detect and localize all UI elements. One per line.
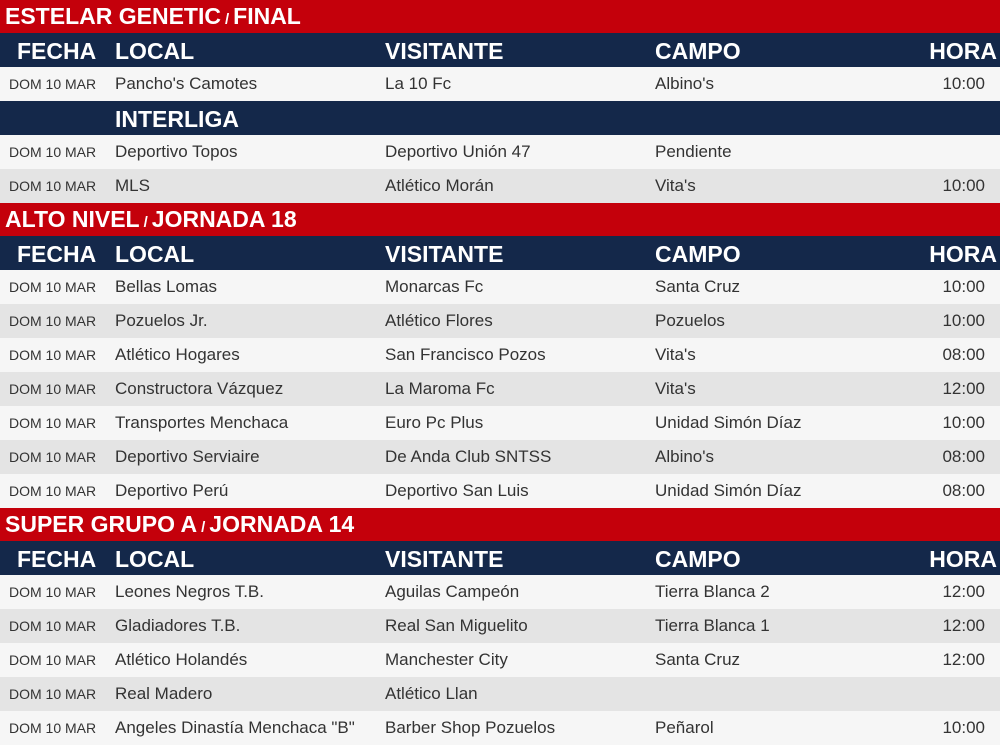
date-cell: DOM 10 MAR: [9, 178, 97, 194]
header-date: FECHA: [17, 546, 97, 572]
home-team-cell: Gladiadores T.B.: [115, 616, 241, 635]
date-cell: DOM 10 MAR: [9, 652, 97, 668]
field-cell: Vita's: [655, 345, 696, 364]
section-3: [0, 508, 1000, 745]
date-cell: DOM 10 MAR: [9, 76, 97, 92]
home-team-cell: Bellas Lomas: [115, 277, 218, 296]
header-home-team: LOCAL: [115, 38, 195, 64]
match-row: [0, 338, 1000, 372]
home-team-cell: Constructora Vázquez: [115, 379, 284, 398]
match-row: [0, 474, 1000, 508]
home-team-cell: Deportivo Topos: [115, 142, 238, 161]
away-team-cell: Deportivo San Luis: [385, 481, 529, 500]
header-time: HORA: [929, 546, 997, 572]
header-away-team: VISITANTE: [385, 38, 504, 64]
away-team-cell: Aguilas Campeón: [385, 582, 520, 601]
field-cell: Pendiente: [655, 142, 732, 161]
field-cell: Albino's: [655, 74, 715, 93]
league-name: INTERLIGA: [115, 106, 239, 132]
time-cell: 12:00: [942, 379, 985, 398]
section-1: [0, 101, 1000, 203]
field-cell: Unidad Simón Díaz: [655, 481, 802, 500]
time-cell: 10:00: [942, 277, 985, 296]
date-cell: DOM 10 MAR: [9, 618, 97, 634]
section-subtitle: JORNADA 14: [209, 511, 355, 537]
match-row: [0, 169, 1000, 203]
field-cell: Vita's: [655, 379, 696, 398]
section-subtitle: FINAL: [233, 3, 301, 29]
section-title-bar: [0, 203, 1000, 236]
field-cell: Unidad Simón Díaz: [655, 413, 802, 432]
date-cell: DOM 10 MAR: [9, 313, 97, 329]
away-team-cell: La 10 Fc: [385, 74, 452, 93]
date-cell: DOM 10 MAR: [9, 279, 97, 295]
section-0: [0, 0, 1000, 101]
away-team-cell: San Francisco Pozos: [385, 345, 546, 364]
section-title: ESTELAR GENETIC: [5, 3, 221, 29]
date-cell: DOM 10 MAR: [9, 584, 97, 600]
date-cell: DOM 10 MAR: [9, 415, 97, 431]
home-team-cell: Pozuelos Jr.: [115, 311, 208, 330]
match-row: [0, 372, 1000, 406]
match-row: [0, 135, 1000, 169]
match-row: [0, 406, 1000, 440]
away-team-cell: Barber Shop Pozuelos: [385, 718, 556, 737]
title-separator: /: [143, 214, 148, 231]
section-2: [0, 203, 1000, 508]
header-time: HORA: [929, 38, 997, 64]
header-home-team: LOCAL: [115, 546, 195, 572]
field-cell: Albino's: [655, 447, 715, 466]
field-cell: Santa Cruz: [655, 277, 741, 296]
home-team-cell: Deportivo Serviaire: [115, 447, 260, 466]
time-cell: 10:00: [942, 413, 985, 432]
away-team-cell: Atlético Flores: [385, 311, 493, 330]
date-cell: DOM 10 MAR: [9, 686, 97, 702]
match-row: [0, 711, 1000, 745]
away-team-cell: Deportivo Unión 47: [385, 142, 531, 161]
field-cell: Santa Cruz: [655, 650, 741, 669]
header-date: FECHA: [17, 38, 97, 64]
field-cell: Vita's: [655, 176, 696, 195]
match-row: [0, 270, 1000, 304]
home-team-cell: Angeles Dinastía Menchaca "B": [115, 718, 355, 737]
match-row: [0, 609, 1000, 643]
away-team-cell: Atlético Morán: [385, 176, 494, 195]
header-field: CAMPO: [655, 38, 741, 64]
field-cell: Pozuelos: [655, 311, 725, 330]
match-row: [0, 677, 1000, 711]
header-away-team: VISITANTE: [385, 546, 504, 572]
section-title-bar: [0, 0, 1000, 33]
column-header-row: [0, 541, 1000, 575]
header-away-team: VISITANTE: [385, 241, 504, 267]
date-cell: DOM 10 MAR: [9, 449, 97, 465]
time-cell: 08:00: [942, 345, 985, 364]
time-cell: 10:00: [942, 176, 985, 195]
away-team-cell: De Anda Club SNTSS: [385, 447, 552, 466]
field-cell: Peñarol: [655, 718, 714, 737]
section-title-bar: [0, 508, 1000, 541]
match-row: [0, 643, 1000, 677]
away-team-cell: Real San Miguelito: [385, 616, 528, 635]
home-team-cell: Pancho's Camotes: [115, 74, 258, 93]
league-subheader: [0, 101, 1000, 135]
away-team-cell: Monarcas Fc: [385, 277, 484, 296]
date-cell: DOM 10 MAR: [9, 381, 97, 397]
time-cell: 10:00: [942, 718, 985, 737]
header-home-team: LOCAL: [115, 241, 195, 267]
header-date: FECHA: [17, 241, 97, 267]
time-cell: 08:00: [942, 447, 985, 466]
section-title: ALTO NIVEL: [5, 206, 140, 232]
home-team-cell: Atlético Hogares: [115, 345, 240, 364]
away-team-cell: Atlético Llan: [385, 684, 478, 703]
date-cell: DOM 10 MAR: [9, 347, 97, 363]
away-team-cell: Euro Pc Plus: [385, 413, 484, 432]
title-separator: /: [201, 519, 206, 536]
header-field: CAMPO: [655, 241, 741, 267]
column-header-row: [0, 236, 1000, 270]
section-title: SUPER GRUPO A: [5, 511, 198, 537]
home-team-cell: Real Madero: [115, 684, 213, 703]
match-row: [0, 575, 1000, 609]
time-cell: 12:00: [942, 650, 985, 669]
field-cell: Tierra Blanca 2: [655, 582, 770, 601]
date-cell: DOM 10 MAR: [9, 720, 97, 736]
time-cell: 10:00: [942, 74, 985, 93]
title-separator: /: [224, 11, 230, 28]
match-row: [0, 67, 1000, 101]
away-team-cell: La Maroma Fc: [385, 379, 495, 398]
home-team-cell: Leones Negros T.B.: [115, 582, 264, 601]
section-subtitle: JORNADA 18: [151, 206, 297, 232]
date-cell: DOM 10 MAR: [9, 144, 97, 160]
time-cell: 08:00: [942, 481, 985, 500]
column-header-row: [0, 33, 1000, 67]
home-team-cell: Atlético Holandés: [115, 650, 248, 669]
home-team-cell: Transportes Menchaca: [115, 413, 289, 432]
header-time: HORA: [929, 241, 997, 267]
time-cell: 12:00: [942, 582, 985, 601]
home-team-cell: Deportivo Perú: [115, 481, 229, 500]
match-row: [0, 304, 1000, 338]
time-cell: 10:00: [942, 311, 985, 330]
match-row: [0, 440, 1000, 474]
time-cell: 12:00: [942, 616, 985, 635]
header-field: CAMPO: [655, 546, 741, 572]
field-cell: Tierra Blanca 1: [655, 616, 770, 635]
away-team-cell: Manchester City: [385, 650, 508, 669]
home-team-cell: MLS: [115, 176, 150, 195]
date-cell: DOM 10 MAR: [9, 483, 97, 499]
